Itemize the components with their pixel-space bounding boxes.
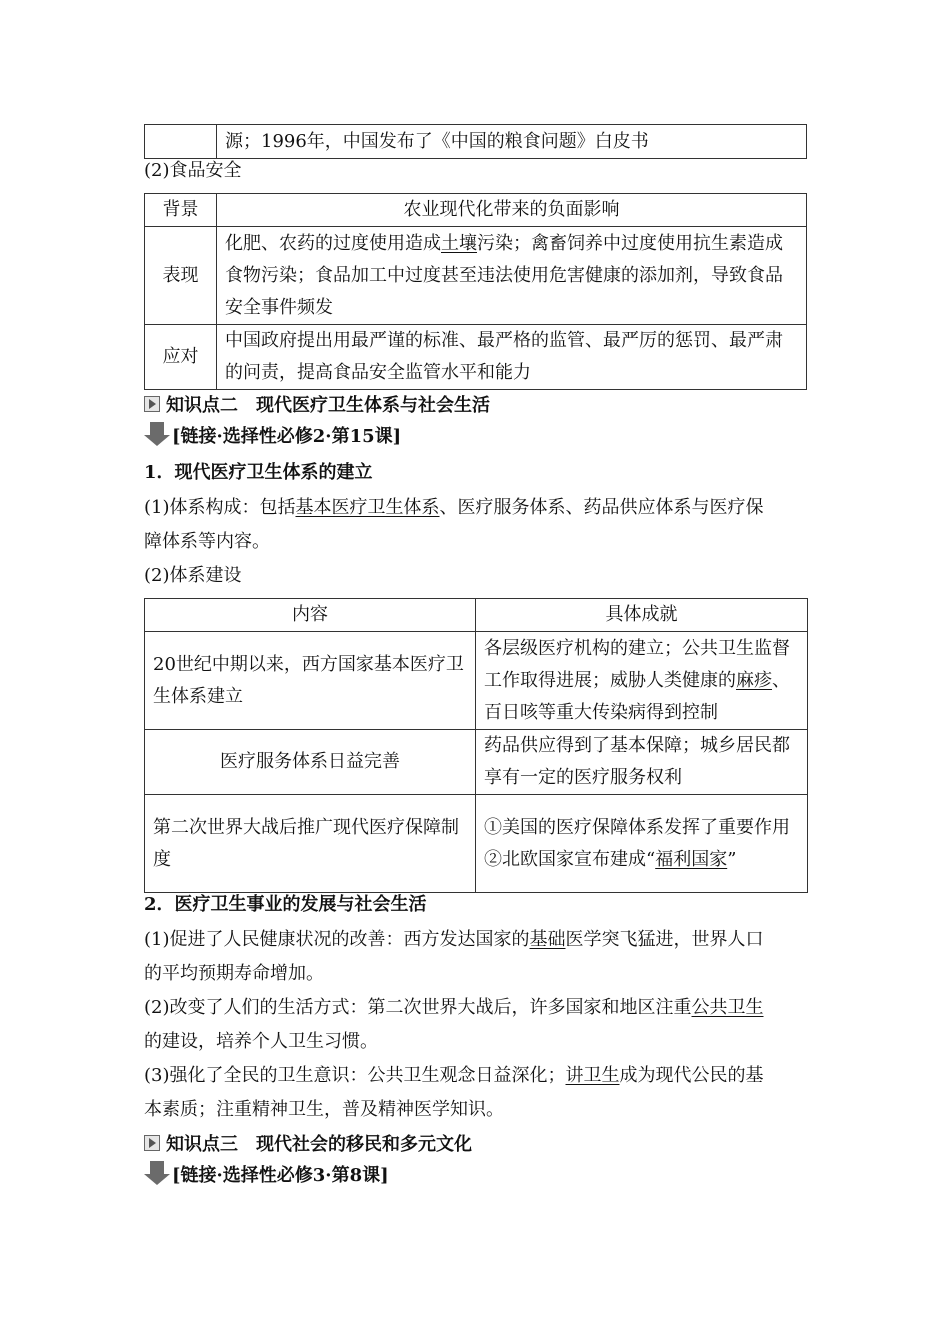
- underlined-welfare-state: 福利国家: [655, 848, 728, 870]
- sec2-p1-line2: 的平均预期寿命增加。: [144, 963, 324, 984]
- sec2-p1-line1: [144, 928, 764, 952]
- underlined-hygiene: 讲卫生: [565, 1065, 620, 1086]
- sec2-p3-line1: [144, 1064, 764, 1088]
- r3-right: [476, 795, 808, 893]
- sec1-p1-pre: (1)体系构成：包括: [144, 497, 296, 518]
- r1-right-post: 、百日咳等重大传染病得到控制: [484, 669, 790, 723]
- header-achievement: 具体成就: [476, 599, 808, 632]
- section-1-title: 1．现代医疗卫生体系的建立: [144, 462, 373, 483]
- underlined-measles: 麻疹: [736, 669, 772, 691]
- r1-right: [476, 632, 808, 730]
- r2-right: 药品供应得到了基本保障；城乡居民都享有一定的医疗服务权利: [476, 730, 808, 795]
- sec1-p1-line2: 障体系等内容。: [144, 531, 270, 552]
- top-table-empty-cell: [145, 125, 217, 159]
- underlined-soil: 土壤: [441, 232, 477, 254]
- sec2-p2-line2: 的建设，培养个人卫生习惯。: [144, 1031, 378, 1052]
- knowledge-point-2-heading: [144, 391, 490, 417]
- manifestation-pre: 化肥、农药的过度使用造成: [225, 232, 441, 254]
- row-label-background: 背景: [145, 194, 217, 227]
- underlined-basic: 基础: [529, 929, 566, 950]
- sec2-p2-line1: [144, 996, 764, 1020]
- play-triangle-icon: [144, 396, 160, 412]
- r3-b-pre: ②北欧国家宣布建成“: [484, 848, 656, 870]
- manifestation-post: 污染；禽畜饲养中过度使用抗生素造成食物污染；食品加工中过度甚至违法使用危害健康的添加剂，导致食品安全事件频发: [225, 232, 783, 318]
- link-line-2: [144, 1161, 389, 1187]
- sec2-p2-pre: (2)改变了人们的生活方式：第二次世界大战后，许多国家和地区注重: [144, 997, 692, 1018]
- r1-left: 20世纪中期以来，西方国家基本医疗卫生体系建立: [145, 632, 476, 730]
- sec1-p1-post: 、医疗服务体系、药品供应体系与医疗保: [439, 497, 764, 518]
- r3-b-post: ”: [727, 848, 737, 870]
- row-content-manifestation: [217, 227, 807, 325]
- sec2-p1-post: 医学突飞猛进，世界人口: [565, 929, 764, 950]
- section-2-title: 2．医疗卫生事业的发展与社会生活: [144, 894, 427, 915]
- food-safety-heading: (2)食品安全: [144, 160, 242, 181]
- link-line-1: [144, 422, 401, 448]
- header-content: 内容: [145, 599, 476, 632]
- sec1-p2: (2)体系建设: [144, 565, 242, 586]
- sec2-p1-pre: (1)促进了人民健康状况的改善：西方发达国家的: [144, 929, 530, 950]
- play-triangle-icon: [144, 1135, 160, 1151]
- row-content-response: 中国政府提出用最严谨的标准、最严格的监管、最严厉的惩罚、最严肃的问责，提高食品安全监管水平和能力: [217, 325, 807, 390]
- sec2-p3-line2: 本素质；注重精神卫生，普及精神医学知识。: [144, 1099, 504, 1120]
- system-table: [144, 598, 808, 893]
- underlined-public-health: 公共卫生: [691, 997, 764, 1018]
- down-arrow-icon: [144, 422, 170, 448]
- down-arrow-icon: [144, 1161, 170, 1187]
- r3-left: 第二次世界大战后推广现代医疗保障制度: [145, 795, 476, 893]
- link-1-text: [链接·选择性必修2·第15课]: [172, 426, 402, 447]
- row-label-manifestation: 表现: [145, 227, 217, 325]
- knowledge-point-3-heading: [144, 1130, 472, 1156]
- row-label-response: 应对: [145, 325, 217, 390]
- row-content-background: 农业现代化带来的负面影响: [217, 194, 807, 227]
- r3-right-a: ①美国的医疗保障体系发挥了重要作用: [484, 816, 790, 838]
- underlined-basic-health-system: 基本医疗卫生体系: [295, 497, 440, 518]
- kp3-title: 知识点三 现代社会的移民和多元文化: [166, 1134, 472, 1155]
- sec2-p3-post: 成为现代公民的基: [619, 1065, 764, 1086]
- food-safety-table: [144, 193, 807, 390]
- sec2-p3-pre: (3)强化了全民的卫生意识：公共卫生观念日益深化；: [144, 1065, 566, 1086]
- r2-left: 医疗服务体系日益完善: [145, 730, 476, 795]
- kp2-title: 知识点二 现代医疗卫生体系与社会生活: [166, 395, 490, 416]
- sec1-p1-line1: [144, 496, 764, 520]
- r3-right-b: [484, 844, 799, 876]
- link-2-text: [链接·选择性必修3·第8课]: [172, 1165, 389, 1186]
- top-table-cont-cell: 源；1996年，中国发布了《中国的粮食问题》白皮书: [217, 125, 807, 159]
- r1-right-pre: 各层级医疗机构的建立；公共卫生监督工作取得进展；威胁人类健康的: [484, 637, 790, 691]
- top-table: [144, 124, 807, 159]
